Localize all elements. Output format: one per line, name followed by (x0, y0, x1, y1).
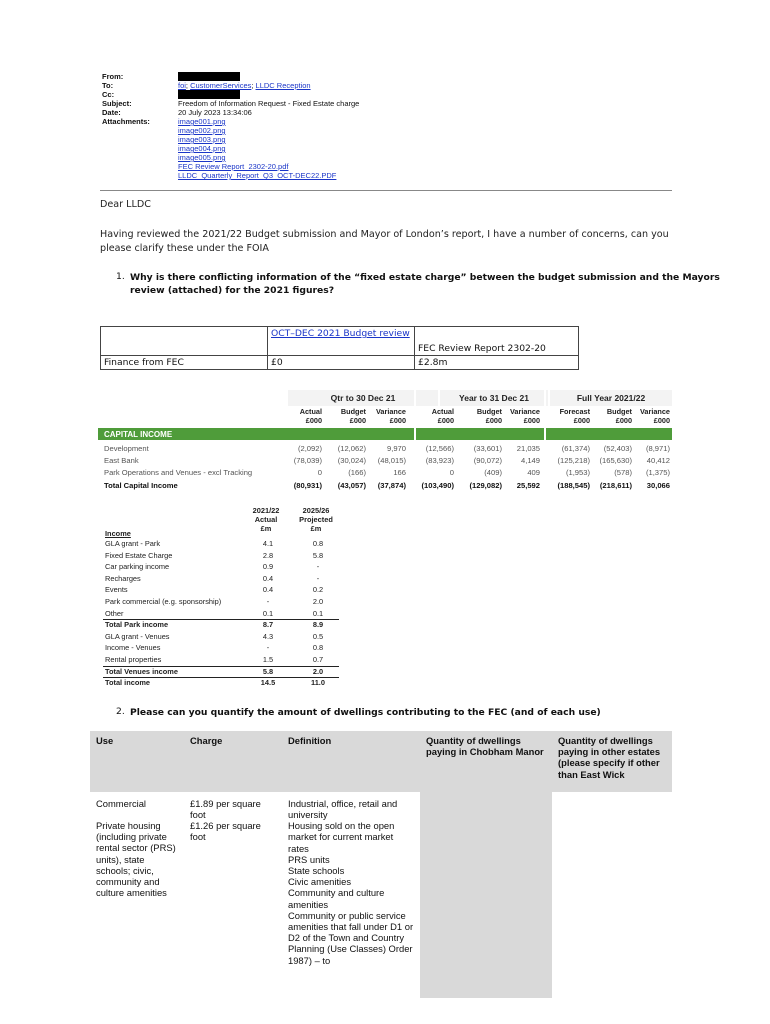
table-cell (268, 327, 415, 356)
capital-income-table (98, 390, 672, 494)
table-cell: (8,971) (645, 444, 670, 453)
column-header (293, 506, 339, 533)
table-cell: 30,066 (646, 481, 670, 490)
income-row-label: Total Park income (105, 620, 169, 630)
table-header: Use (90, 731, 184, 792)
table-cell: (43,057) (337, 481, 366, 490)
row-label: East Bank (104, 456, 139, 465)
attachment-link[interactable]: image002.png (178, 126, 226, 135)
projected-value: 0.1 (312, 608, 324, 618)
projected-value: 2.0 (312, 666, 324, 676)
column-divider (414, 390, 416, 494)
sub-header-unit: £000 (437, 415, 454, 425)
column-divider (544, 390, 546, 494)
sub-header-unit: £000 (653, 415, 670, 425)
income-row-label: Other (105, 608, 124, 618)
sub-header (420, 408, 454, 425)
table-cell: (1,375) (645, 468, 670, 477)
attachment-link[interactable]: image004.png (178, 144, 226, 153)
income-row-label: Total Venues income (105, 666, 178, 676)
table-cell-empty (101, 327, 268, 356)
sub-header-unit: £000 (523, 415, 540, 425)
income-row-label: Recharges (105, 573, 141, 583)
income-row-label: Rental properties (105, 655, 162, 664)
actual-value: 0.9 (262, 562, 274, 572)
projected-value: 5.8 (312, 550, 324, 560)
to-separator: ; (185, 81, 191, 90)
intro-line: please clarify these under the FOIA (100, 243, 269, 254)
table-cell: (12,062) (337, 444, 366, 453)
sub-header (368, 408, 406, 425)
table-cell: 409 (527, 468, 540, 477)
income-row-label: GLA grant - Park (105, 539, 161, 548)
table-cell: (78,039) (293, 456, 322, 465)
question-1-number: 1. (116, 271, 125, 282)
sub-header-text: Budget (476, 407, 502, 416)
table-cell: 25,592 (516, 481, 540, 490)
chobham-quantity-cell[interactable] (420, 792, 552, 998)
to-separator-2: ; (251, 81, 256, 90)
table-cell: (125,218) (557, 456, 590, 465)
actual-value: 0.4 (262, 585, 274, 595)
actual-value: 0.4 (262, 573, 274, 583)
to-link-reception[interactable]: LLDC Reception (255, 81, 311, 90)
sub-header-text: Budget (606, 407, 632, 416)
actual-value: 2.8 (262, 550, 274, 560)
table-cell: 40,412 (646, 456, 670, 465)
table-cell: £2.8m (415, 356, 579, 370)
table-cell: (578) (614, 468, 632, 477)
column-header (243, 506, 289, 533)
table-cell: (90,072) (473, 456, 502, 465)
column-header-line: £m (260, 524, 272, 533)
sub-header (632, 408, 670, 425)
sub-header (464, 408, 502, 425)
dwellings-table (90, 731, 672, 998)
projected-value: - (316, 562, 320, 572)
sub-header-unit: £000 (485, 415, 502, 425)
table-cell: (83,923) (425, 456, 454, 465)
projected-value: - (316, 573, 320, 583)
column-header-line: 2021/22 (252, 506, 280, 515)
total-rule (103, 666, 339, 667)
table-cell: 21,035 (516, 444, 540, 453)
projected-value: 0.5 (312, 631, 324, 641)
table-cell: (165,630) (599, 456, 632, 465)
sub-header (328, 408, 366, 425)
sub-header (550, 408, 590, 425)
redacted-cc (178, 90, 240, 99)
sub-header (594, 408, 632, 425)
table-cell: (30,024) (337, 456, 366, 465)
table-cell: (2,092) (297, 444, 322, 453)
actual-value: 4.3 (262, 631, 274, 641)
to-value (178, 81, 311, 90)
group-header: Qtr to 30 Dec 21 (288, 390, 438, 406)
sub-header-unit: £000 (573, 415, 590, 425)
table-header: Charge (184, 731, 282, 792)
total-row-label: Total Capital Income (104, 481, 178, 490)
table-cell: 9,970 (386, 444, 406, 453)
projected-value: 0.8 (312, 643, 324, 653)
to-link-customerservices[interactable]: CustomerServices (190, 81, 252, 90)
table-cell: (37,874) (377, 481, 406, 490)
row-label: Park Operations and Venues - excl Tracking (104, 468, 253, 477)
table-cell: 4,149 (520, 456, 540, 465)
capital-income-band (98, 428, 672, 440)
attachment-link[interactable]: LLDC_Quarterly_Report_Q3_OCT-DEC22.PDF (178, 171, 337, 180)
to-label: To: (102, 81, 114, 90)
projected-value: 0.7 (312, 655, 324, 664)
question-2-number: 2. (116, 706, 125, 717)
column-header-line: Projected (299, 515, 333, 524)
income-row-label: Park commercial (e.g. sponsorship) (105, 597, 222, 606)
table-cell: (103,490) (421, 481, 454, 490)
sub-header-unit: £000 (305, 415, 322, 425)
income-row-label: GLA grant - Venues (105, 631, 170, 641)
table-cell: (188,545) (557, 481, 590, 490)
table-cell: (166) (348, 468, 366, 477)
table-header: Quantity of dwellings paying in other estates (please specify if other than East Wick (552, 731, 672, 792)
use-cell (90, 792, 184, 998)
attachment-list (178, 117, 336, 180)
attachment-link[interactable]: FEC Review Report_2302-20.pdf (178, 162, 289, 171)
income-row-label: Events (105, 585, 128, 595)
cc-label: Cc: (102, 90, 115, 99)
charge-text: £1.89 per square foot (190, 797, 261, 821)
table-cell: Finance from FEC (101, 356, 268, 370)
table-cell: (33,601) (473, 444, 502, 453)
question-2: Please can you quantify the amount of dwellings contributing to the FEC (and of each use) (130, 707, 601, 718)
table-cell: (48,015) (377, 456, 406, 465)
table-cell: (129,082) (469, 481, 502, 490)
sub-header (502, 408, 540, 425)
projected-value: 0.8 (312, 539, 324, 548)
row-label: Development (104, 444, 149, 453)
actual-value: 1.5 (262, 655, 274, 664)
definition-cell (282, 792, 420, 998)
other-estates-quantity-cell[interactable] (552, 792, 672, 998)
intro-paragraph (100, 228, 669, 256)
from-label: From: (102, 72, 124, 81)
table-cell: (80,931) (293, 481, 322, 490)
sub-header-unit: £000 (389, 415, 406, 425)
attachment-link[interactable]: image003.png (178, 135, 226, 144)
group-header: Year to 31 Dec 21 (440, 390, 548, 406)
budget-review-link[interactable]: OCT–DEC 2021 Budget review (271, 328, 410, 339)
question-1 (130, 271, 720, 297)
column-header-line: 2025/26 (302, 506, 330, 515)
table-cell: 0 (449, 468, 454, 477)
actual-value: 0.1 (262, 608, 274, 618)
income-header: Income (105, 529, 131, 538)
greeting: Dear LLDC (100, 199, 151, 210)
sub-header (288, 408, 322, 425)
capital-income-band-label: CAPITAL INCOME (104, 430, 173, 439)
date-value: 20 July 2023 13:34:06 (178, 108, 252, 117)
use-text: Private housing (including private rental sector (PRS) units), state schools; civic, community and culture amenities (96, 820, 176, 899)
sub-header-text: Actual (431, 407, 454, 416)
charge-cell (184, 792, 282, 998)
question-1-line: Why is there conflicting information of the “fixed estate charge” between the budget submission and the Mayors (130, 272, 720, 283)
sub-header-text: Variance (509, 407, 540, 416)
sub-header-text: Actual (299, 407, 322, 416)
date-label: Date: (102, 108, 121, 117)
sub-header-text: Variance (639, 407, 670, 416)
table-cell: (52,403) (603, 444, 632, 453)
actual-value: 4.1 (262, 539, 274, 548)
sub-header-unit: £000 (349, 415, 366, 425)
table-cell: 166 (393, 468, 406, 477)
attachment-link[interactable]: image005.png (178, 153, 226, 162)
actual-value: 14.5 (260, 678, 276, 688)
fec-comparison-table (100, 326, 579, 370)
table-cell: (218,611) (599, 481, 632, 490)
projected-value: 11.0 (311, 678, 325, 688)
actual-value: 8.7 (262, 620, 274, 630)
total-rule (103, 677, 339, 678)
header-divider (100, 190, 672, 191)
table-header: Definition (282, 731, 420, 792)
email-header (102, 72, 359, 180)
attachment-link[interactable]: image001.png (178, 117, 226, 126)
intro-line: Having reviewed the 2021/22 Budget submission and Mayor of London’s report, I have a number of concerns, can you (100, 229, 669, 240)
group-header: Full Year 2021/22 (550, 390, 672, 406)
income-row-label: Fixed Estate Charge (105, 550, 173, 560)
table-cell: FEC Review Report 2302-20 (415, 327, 579, 356)
charge-text: £1.26 per square foot (190, 820, 261, 843)
table-cell: £0 (268, 356, 415, 370)
sub-header-text: Forecast (559, 407, 590, 416)
subject-value: Freedom of Information Request - Fixed Estate charge (178, 99, 360, 108)
table-header: Quantity of dwellings paying in Chobham Manor (420, 731, 552, 792)
table-cell: 0 (317, 468, 322, 477)
subject-label: Subject: (102, 99, 132, 108)
table-cell: (12,566) (425, 444, 454, 453)
definition-text: Industrial, office, retail and university Housing sold on the open market for current market rates PRS units State schools Civic amenities Community and culture amenities Community or public service amenities that fall under D1 or D2 of the Town and Country Planning (Use Classes) Order 1987) – to (288, 797, 414, 966)
actual-value: - (266, 597, 270, 606)
projected-value: 8.9 (312, 620, 324, 630)
to-link-foi[interactable]: foi (178, 81, 186, 90)
projected-value: 2.0 (312, 597, 324, 606)
sub-header-text: Variance (375, 407, 406, 416)
sub-header-unit: £000 (615, 415, 632, 425)
table-cell: (61,374) (561, 444, 590, 453)
attachments-label: Attachments: (102, 117, 150, 126)
question-1-line: review (attached) for the 2021 figures? (130, 285, 335, 296)
column-header-line: Actual (254, 515, 278, 524)
use-spacer (96, 809, 178, 820)
table-cell: (1,953) (565, 468, 590, 477)
column-header-line: £m (310, 524, 322, 533)
sub-header-text: Budget (340, 407, 366, 416)
redacted-sender (178, 72, 240, 81)
income-row-label: Total income (105, 678, 151, 688)
income-table (103, 504, 339, 691)
income-row-label: Income - Venues (105, 643, 161, 653)
use-text: Commercial (96, 797, 147, 809)
table-cell: (409) (484, 468, 502, 477)
income-row-label: Car parking income (105, 562, 170, 572)
total-rule (103, 619, 339, 620)
actual-value: 5.8 (262, 666, 274, 676)
actual-value: - (266, 643, 270, 653)
projected-value: 0.2 (312, 585, 324, 595)
